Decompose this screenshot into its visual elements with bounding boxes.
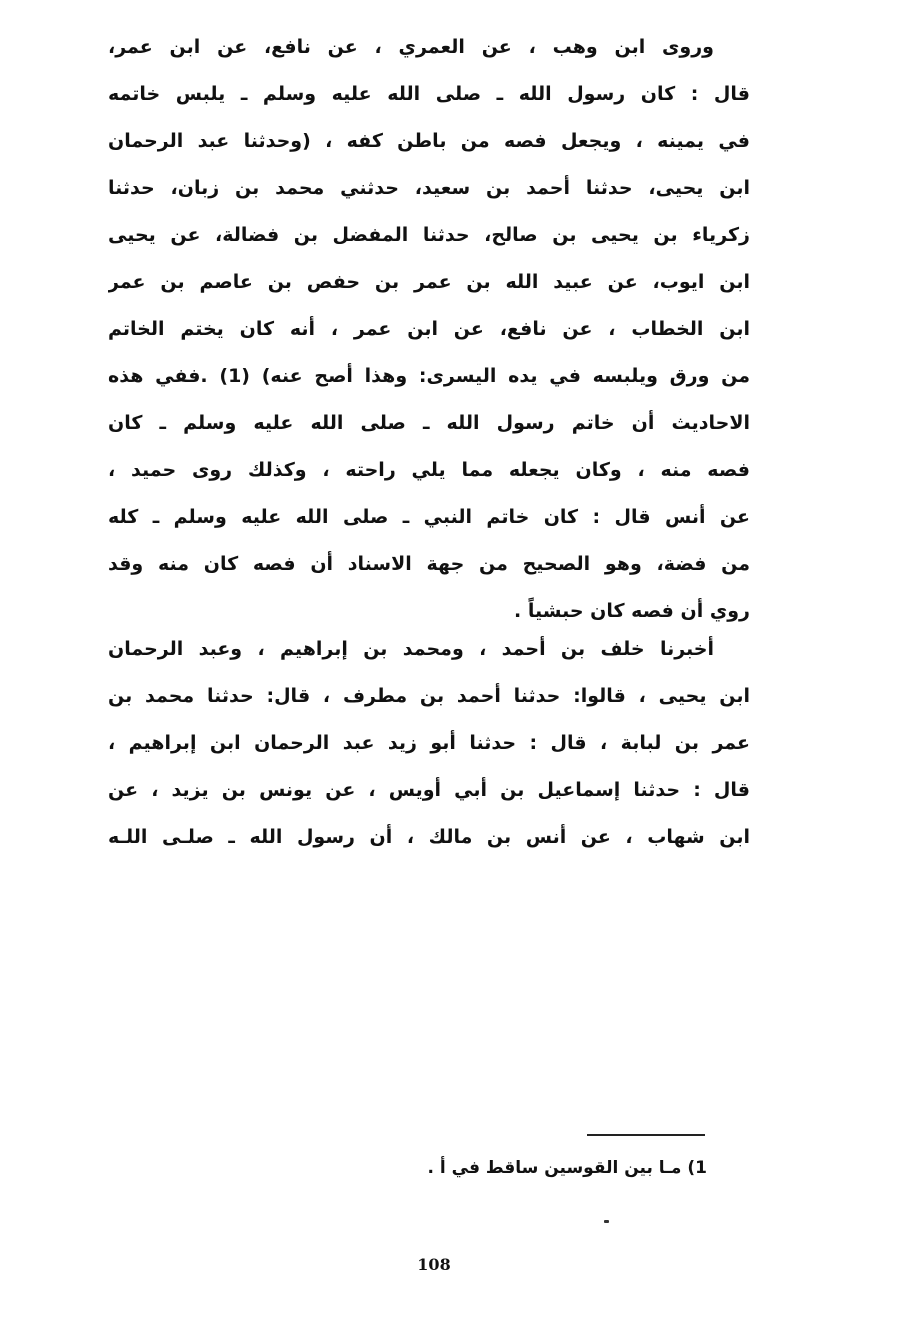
text-line: في يمينه ، ويجعل فصه من باطن كفه ، (وحدثنا عبد الرحمان	[108, 130, 750, 152]
text-line: أخبرنا خلف بن أحمد ، ومحمد بن إبراهيم ، وعبد الرحمان	[108, 638, 714, 660]
text-line: ابن يحيى ، قالوا: حدثنا أحمد بن مطرف ، قال: حدثنا محمد بن	[108, 685, 750, 707]
text-line: عن أنس قال : كان خاتم النبي ـ صلى الله عليه وسلم ـ كله	[108, 506, 750, 528]
text-line: ابن شهاب ، عن أنس بن مالك ، أن رسول الله ـ صلـى اللـه	[108, 826, 750, 848]
text-line: ابن الخطاب ، عن نافع، عن ابن عمر ، أنه كان يختم الخاتم	[108, 318, 750, 340]
text-line: الاحاديث أن خاتم رسول الله ـ صلى الله عليه وسلم ـ كان	[108, 412, 750, 434]
scan-speck	[604, 1220, 609, 1223]
text-line: قال : حدثنا إسماعيل بن أبي أويس ، عن يونس بن يزيد ، عن	[108, 779, 750, 801]
text-line: من ورق ويلبسه في يده اليسرى: وهذا أصح عنه) (1) .ففي هذه	[108, 365, 750, 387]
paragraph-2	[108, 626, 750, 861]
footnote-separator	[587, 1134, 705, 1136]
text-line: زكرياء بن يحيى بن صالح، حدثنا المفضل بن فضالة، عن يحيى	[108, 224, 750, 246]
footnote: 1) مـا بين القوسين ساقط في أ .	[427, 1158, 707, 1178]
text-line: قال : كان رسول الله ـ صلى الله عليه وسلم ـ يلبس خاتمه	[108, 83, 750, 105]
paragraph-1	[108, 24, 750, 635]
text-line: من فضة، وهو الصحيح من جهة الاسناد أن فصه كان منه وقد	[108, 553, 750, 575]
text-line: ابن يحيى، حدثنا أحمد بن سعيد، حدثني محمد بن زبان، حدثنا	[108, 177, 750, 199]
text-line: وروى ابن وهب ، عن العمري ، عن نافع، عن ابن عمر،	[108, 36, 714, 58]
text-line: روي أن فصه كان حبشياً .	[514, 600, 750, 622]
text-line: فصه منه ، وكان يجعله مما يلي راحته ، وكذلك روى حميد ،	[108, 459, 750, 481]
text-line: عمر بن لبابة ، قال : حدثنا أبو زيد عبد الرحمان ابن إبراهيم ،	[108, 732, 750, 754]
text-line: ابن ايوب، عن عبيد الله بن عمر بن حفص بن عاصم بن عمر	[108, 271, 750, 293]
page-number: 108	[417, 1255, 451, 1274]
